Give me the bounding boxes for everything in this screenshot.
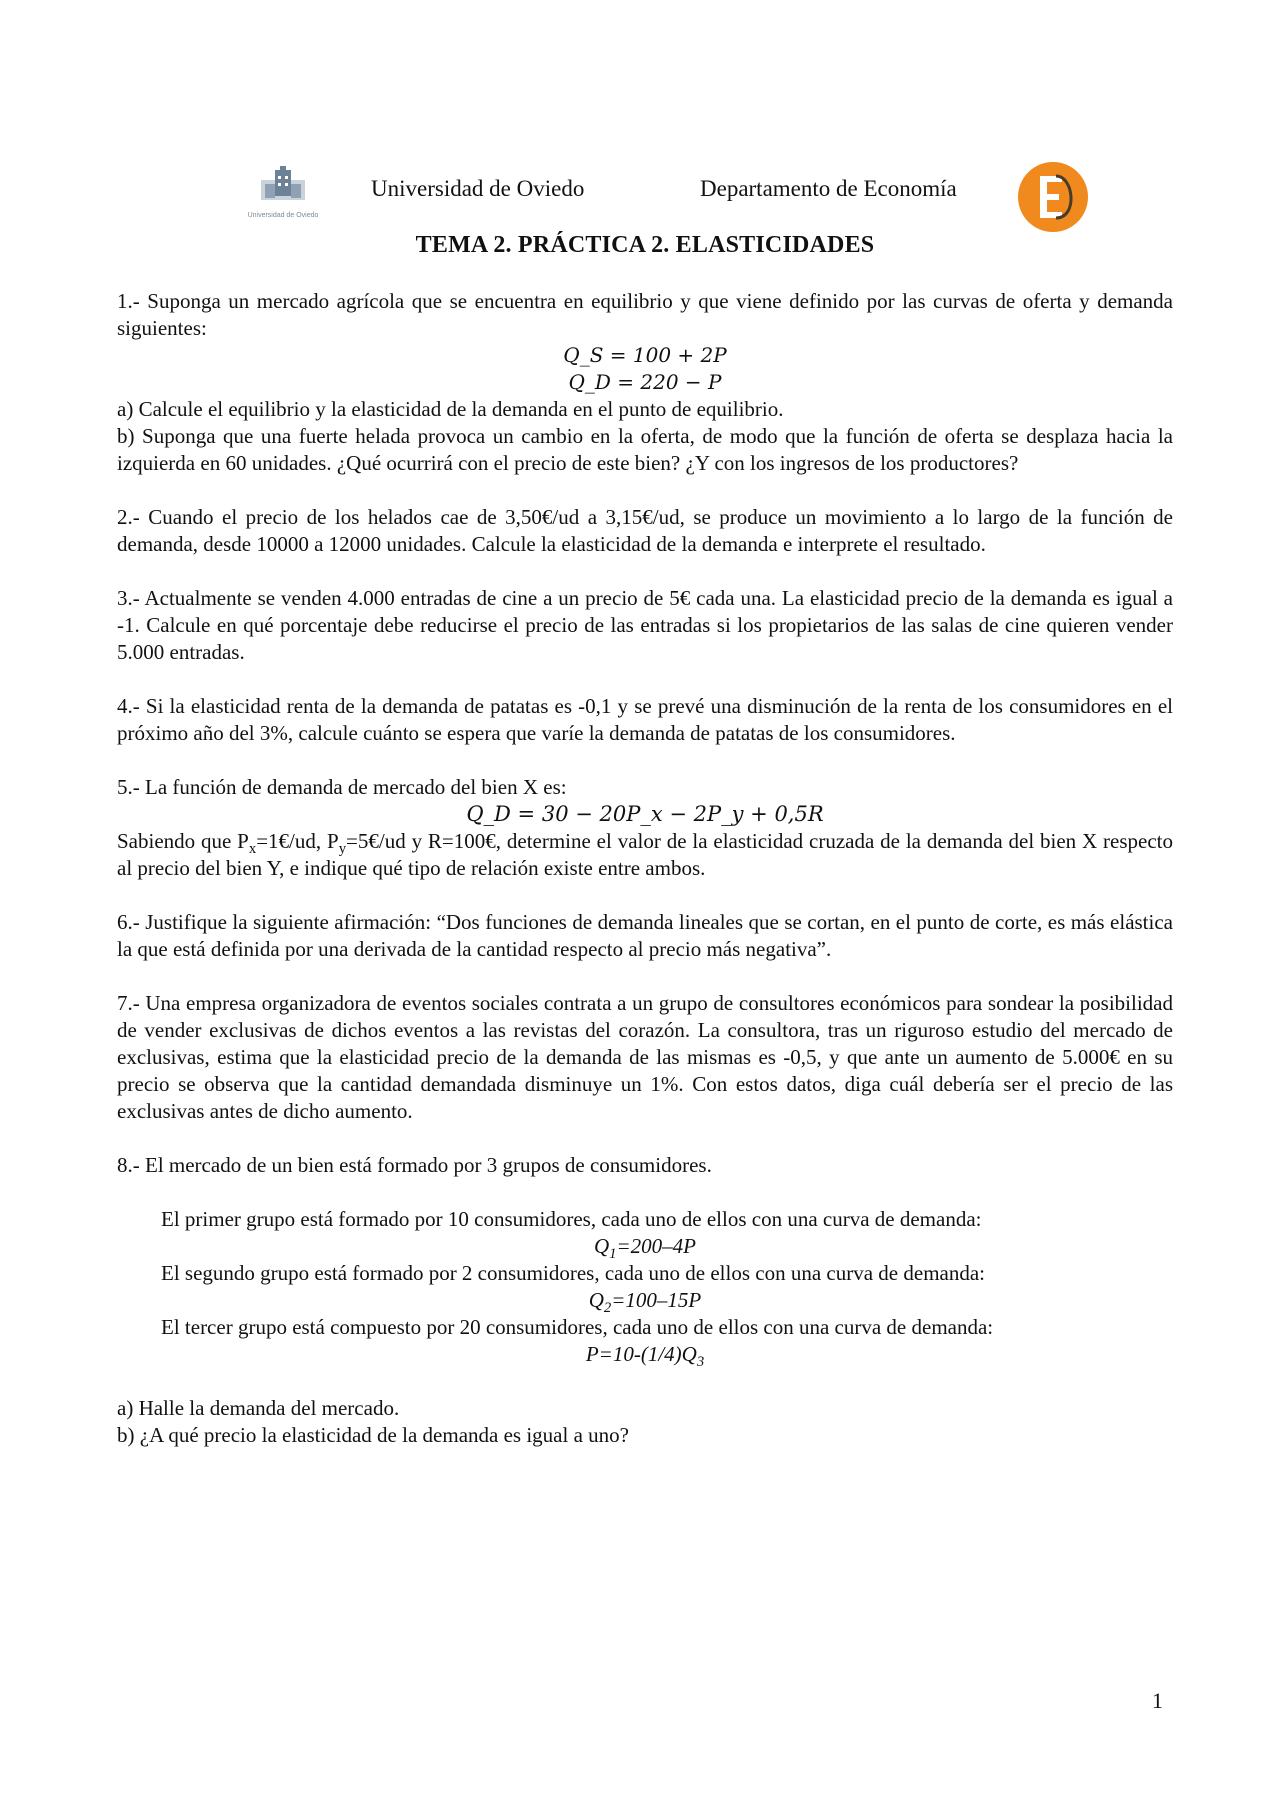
q8-g3-eq-pre: P=10-(1/4)Q	[585, 1342, 697, 1366]
q8-g1-eq-post: =200–4P	[616, 1234, 696, 1258]
q5-sub-x: x	[248, 841, 257, 858]
q8-g1-eq-pre: Q	[593, 1234, 610, 1258]
q8-intro: 8.- El mercado de un bien está formado por 3 grupos de consumidores.	[117, 1153, 712, 1177]
q5-text-part1: Sabiendo que P	[117, 829, 249, 853]
q1-supply-equation	[117, 342, 1173, 369]
department-name: Departamento de Economía	[700, 176, 957, 201]
q5-text-part3: =5€/ud y R=100€, determine el valor de la elasticidad cruzada de la demanda del bien X respecto al precio del bien Y, e indique qué tipo de relación existe entre ambos.	[117, 829, 1174, 880]
university-logo-caption: Universidad de Oviedo	[247, 212, 319, 219]
q1-part-a: a) Calcule el equilibrio y la elasticidad de la demanda en el punto de equilibrio.	[117, 397, 784, 421]
q8-g2-eq-sub: 2	[603, 1300, 612, 1317]
university-crest-icon	[257, 164, 309, 204]
q8-group2-equation	[117, 1287, 1173, 1317]
university-name: Universidad de Oviedo	[371, 176, 585, 201]
q8-g2-eq-post: =100–15P	[611, 1288, 702, 1312]
q8-group1-equation	[117, 1233, 1173, 1263]
q1-demand-eq-text: Q_D = 220 − P	[568, 370, 722, 394]
exercise-list	[117, 288, 1173, 1449]
q1-supply-eq-text: Q_S = 100 + 2P	[563, 343, 727, 367]
q8-group1: El primer grupo está formado por 10 consumidores, cada uno de ellos con una curva de demanda:	[161, 1207, 982, 1231]
q1-demand-equation	[117, 369, 1173, 396]
q5-demand-equation	[117, 801, 1173, 828]
department-logo	[1016, 160, 1090, 234]
q5-sub-y: y	[338, 841, 347, 858]
q4-text: 4.- Si la elasticidad renta de la demanda de patatas es -0,1 y se prevé una disminución de la renta de los consumidores en el próximo año del 3%, calcule cuánto se espera que varíe la demanda de patatas de los consumidores.	[117, 694, 1173, 745]
q8-part-b: b) ¿A qué precio la elasticidad de la demanda es igual a uno?	[117, 1423, 629, 1447]
q8-group2: El segundo grupo está formado por 2 consumidores, cada uno de ellos con una curva de demanda:	[161, 1261, 986, 1285]
q3-text: 3.- Actualmente se venden 4.000 entradas de cine a un precio de 5€ cada una. La elasticidad precio de la demanda es igual a -1. Calcule en qué porcentaje debe reducirse el precio de las entradas si los propietarios de las salas de cine quieren vender 5.000 entradas.	[117, 586, 1173, 664]
header	[0, 158, 1280, 238]
university-logo	[238, 164, 328, 230]
q5-intro: 5.- La función de demanda de mercado del bien X es:	[117, 775, 567, 799]
q8-group3: El tercer grupo está compuesto por 20 consumidores, cada uno de ellos con una curva de demanda:	[161, 1315, 994, 1339]
page-number: 1	[1152, 1688, 1163, 1713]
q1-intro: 1.- Suponga un mercado agrícola que se encuentra en equilibrio y que viene definido por las curvas de oferta y demanda siguientes:	[117, 289, 1173, 340]
q1-part-b: b) Suponga que una fuerte helada provoca un cambio en la oferta, de modo que la función de oferta se desplaza hacia la izquierda en 60 unidades. ¿Qué ocurrirá con el precio de este bien? ¿Y con los ingresos de los productores?	[117, 424, 1173, 475]
q8-g1-eq-sub: 1	[609, 1246, 617, 1263]
q8-g2-eq-pre: Q	[588, 1288, 604, 1312]
q7-text: 7.- Una empresa organizadora de eventos sociales contrata a un grupo de consultores económicos para sondear la posibilidad de vender exclusivas de dichos eventos a las revistas del corazón. La consultora, tras un riguroso estudio del mercado de exclusivas, estima que la elasticidad precio de la demanda de las mismas es -0,5, y que ante un aumento de 5.000€ en su precio se observa que la cantidad demandada disminuye un 1%. Con estos datos, diga cuál debería ser el precio de las exclusivas antes de dicho aumento.	[117, 991, 1173, 1123]
page-title: TEMA 2. PRÁCTICA 2. ELASTICIDADES	[415, 232, 875, 258]
q5-text	[117, 828, 1173, 882]
q5-text-part2: =1€/ud, P	[256, 829, 339, 853]
q8-g3-eq-sub: 3	[696, 1354, 705, 1371]
q6-text: 6.- Justifique la siguiente afirmación: “Dos funciones de demanda lineales que se cortan, en el punto de corte, es más elástica la que está definida por una derivada de la cantidad respecto al precio más negativa”.	[117, 910, 1173, 961]
q8-group3-equation	[117, 1341, 1173, 1371]
q2-text: 2.- Cuando el precio de los helados cae de 3,50€/ud a 3,15€/ud, se produce un movimiento a lo largo de la función de demanda, desde 10000 a 12000 unidades. Calcule la elasticidad de la demanda e interprete el resultado.	[117, 505, 1173, 556]
q8-part-a: a) Halle la demanda del mercado.	[117, 1396, 400, 1420]
q5-eq-text: Q_D = 30 − 20P_x − 2P_y + 0,5R	[466, 802, 824, 826]
department-e-icon	[1016, 160, 1090, 234]
